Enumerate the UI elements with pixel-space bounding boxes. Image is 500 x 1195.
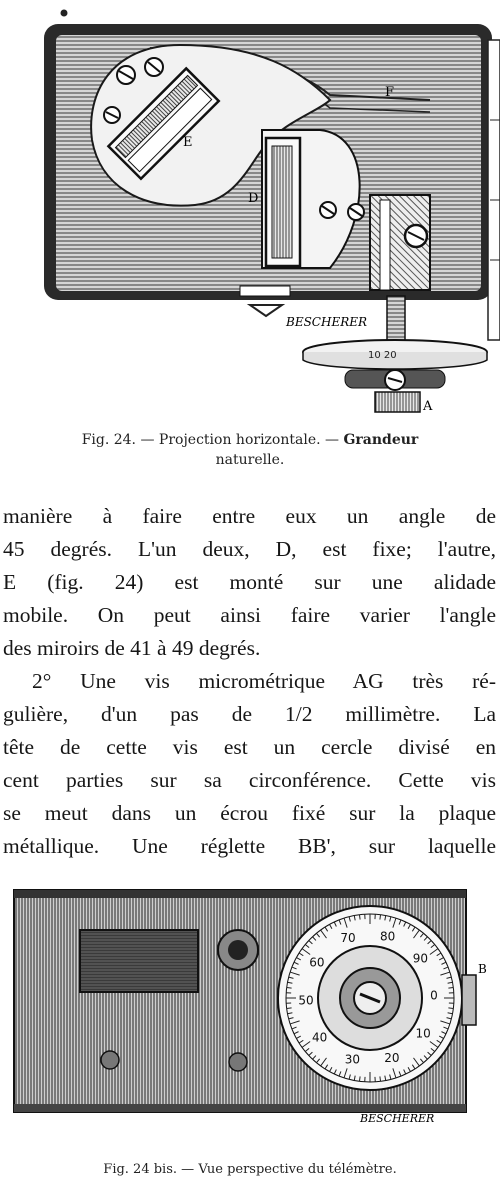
paragraph1-line: des miroirs de 41 à 49 degrés. xyxy=(3,636,261,660)
dial-number: 40 xyxy=(311,1030,328,1045)
dial-number: 50 xyxy=(298,993,314,1008)
dial-tick xyxy=(359,1076,360,1081)
dial-tick xyxy=(448,987,453,988)
dial-tick xyxy=(448,1008,453,1009)
figure-24-engraving xyxy=(0,0,500,425)
dial-tick xyxy=(359,915,360,920)
caption-text: Vue perspective du télémètre. xyxy=(198,1162,397,1177)
body-text xyxy=(0,500,500,863)
paragraph1-line: manière à faire entre eux un angle de xyxy=(3,504,496,528)
paragraph1-line: 45 degrés. L'un deux, D, est fixe; l'autre, xyxy=(3,537,496,561)
paragraph1-line: E (fig. 24) est monté sur une alidade xyxy=(3,570,496,594)
signature-1: BESCHERER xyxy=(286,315,368,329)
figure-24-bis-caption xyxy=(0,1160,500,1180)
dial-tick xyxy=(287,1008,292,1009)
dial-tick xyxy=(287,987,292,988)
dial-number: 60 xyxy=(309,955,325,970)
figure-24 xyxy=(0,0,500,468)
dial-tick xyxy=(380,915,381,920)
dial-number: 90 xyxy=(412,951,429,966)
dial-number: 0 xyxy=(430,988,438,1003)
caption-text: Projection horizontale. xyxy=(158,432,321,448)
dial-tick xyxy=(380,1076,381,1081)
paragraph2-line: gulière, d'un pas de 1/2 millimètre. La xyxy=(3,702,496,726)
label-a: A xyxy=(423,399,433,414)
label-e: E xyxy=(183,135,193,150)
caption-dash: — xyxy=(181,1162,195,1177)
dial-number: 80 xyxy=(379,929,396,944)
caption-dash-2: — xyxy=(325,432,340,448)
paragraph2-line: se meut dans un écrou fixé sur la plaque xyxy=(3,801,496,825)
caption-bold: Grandeur xyxy=(343,432,419,448)
paragraph1-line: mobile. On peut ainsi faire varier l'angle xyxy=(3,603,496,627)
dial-number: 20 xyxy=(384,1051,400,1066)
label-f: F xyxy=(385,85,395,100)
label-d: D xyxy=(248,191,259,206)
paragraph2-line: tête de cette vis est un cercle divisé en xyxy=(3,735,496,759)
figure-24-caption xyxy=(0,430,500,470)
caption-prefix: Fig. 24. xyxy=(81,432,137,448)
signature-2: BESCHERER xyxy=(360,1112,435,1125)
label-b: B xyxy=(478,962,487,976)
svg-text:10 20: 10 20 xyxy=(368,350,397,361)
paragraph2-line: cent parties sur sa circonférence. Cette vis xyxy=(3,768,496,792)
dial-number: 70 xyxy=(340,930,356,945)
caption-line2: naturelle. xyxy=(215,452,285,468)
paragraph2-line: métallique. Une réglette BB', sur laquelle xyxy=(3,834,496,858)
dial-number: 30 xyxy=(344,1052,361,1067)
figure-24-bis xyxy=(0,870,500,1177)
paragraph2-line: 2° Une vis micrométrique AG très ré- xyxy=(32,669,496,693)
caption-dash: — xyxy=(140,432,155,448)
caption-prefix: Fig. 24 bis. xyxy=(103,1162,178,1177)
figure-24-bis-engraving xyxy=(0,870,500,1140)
dial-number: 10 xyxy=(415,1026,431,1041)
